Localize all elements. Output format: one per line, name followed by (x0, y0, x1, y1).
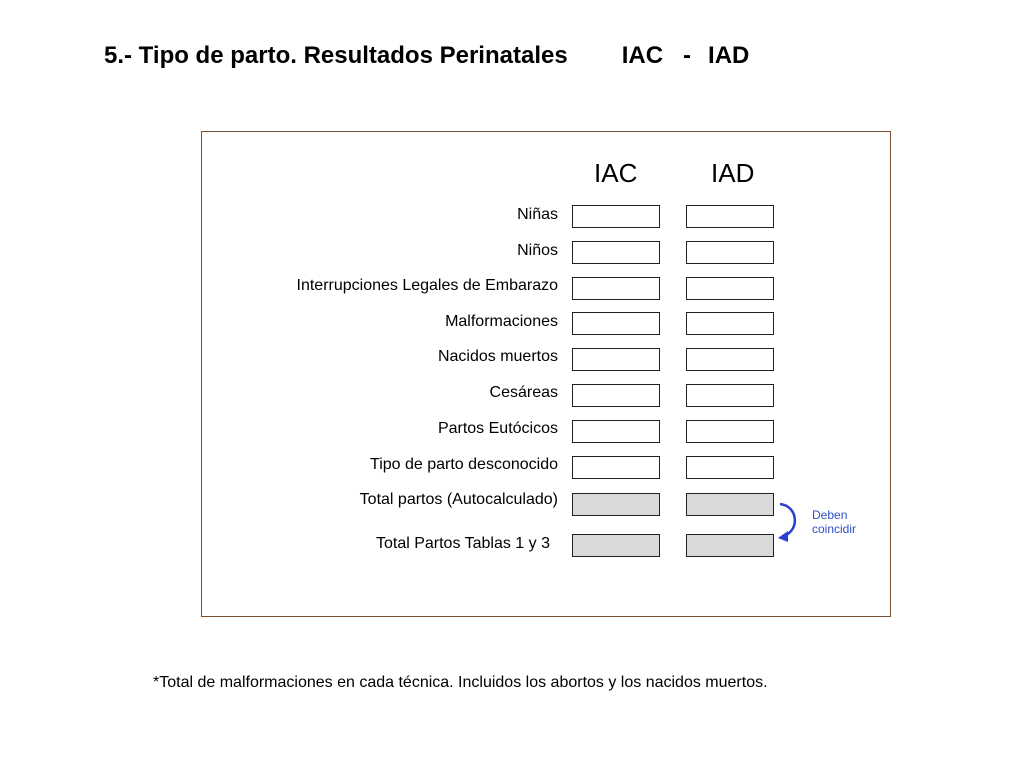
iac-cesareas-input[interactable] (572, 384, 660, 407)
iac-partos-eutocicos-input[interactable] (572, 420, 660, 443)
iad-total-tablas-field (686, 534, 774, 557)
iad-malformaciones-input[interactable] (686, 312, 774, 335)
title-iad: IAD (708, 42, 750, 69)
iac-total-tablas-field (572, 534, 660, 557)
column-header-iac: IAC (594, 158, 638, 188)
note-line-2: coincidir (812, 522, 857, 536)
iac-ninas-input[interactable] (572, 205, 660, 228)
iad-ninas-input[interactable] (686, 205, 774, 228)
column-header-iad: IAD (711, 158, 755, 188)
iac-tipo-desconocido-input[interactable] (572, 456, 660, 479)
row-label-ninos: Niños (517, 242, 558, 259)
row-label-tipo-desconocido: Tipo de parto desconocido (370, 456, 558, 473)
page-title (104, 42, 749, 70)
deben-coincidir-note (812, 508, 856, 536)
title-dash: - (683, 42, 692, 69)
note-line-1: Deben (812, 508, 848, 522)
row-label-partos-eutocicos: Partos Eutócicos (437, 420, 558, 437)
row-label-cesareas: Cesáreas (489, 384, 558, 401)
footnote: *Total de malformaciones en cada técnica. Incluidos los abortos y los nacidos muertos. (153, 674, 768, 691)
iad-ninos-input[interactable] (686, 241, 774, 264)
row-label-total-tablas: Total Partos Tablas 1 y 3 (375, 535, 550, 552)
iad-ile-input[interactable] (686, 277, 774, 300)
row-label-malformaciones: Malformaciones (445, 313, 558, 330)
iad-total-autocalculado-field (686, 493, 774, 516)
iac-malformaciones-input[interactable] (572, 312, 660, 335)
title-iac: IAC (621, 42, 664, 69)
title-main: 5.- Tipo de parto. Resultados Perinatales (104, 42, 568, 69)
iad-nacidos-muertos-input[interactable] (686, 348, 774, 371)
row-label-ninas: Niñas (517, 206, 558, 223)
iad-partos-eutocicos-input[interactable] (686, 420, 774, 443)
iac-ninos-input[interactable] (572, 241, 660, 264)
iac-ile-input[interactable] (572, 277, 660, 300)
curved-arrow-icon (776, 500, 810, 546)
row-label-nacidos-muertos: Nacidos muertos (437, 348, 558, 365)
iac-nacidos-muertos-input[interactable] (572, 348, 660, 371)
row-label-ile: Interrupciones Legales de Embarazo (296, 277, 558, 294)
iad-tipo-desconocido-input[interactable] (686, 456, 774, 479)
iad-cesareas-input[interactable] (686, 384, 774, 407)
row-label-total-autocalculado: Total partos (Autocalculado) (359, 491, 558, 508)
iac-total-autocalculado-field (572, 493, 660, 516)
